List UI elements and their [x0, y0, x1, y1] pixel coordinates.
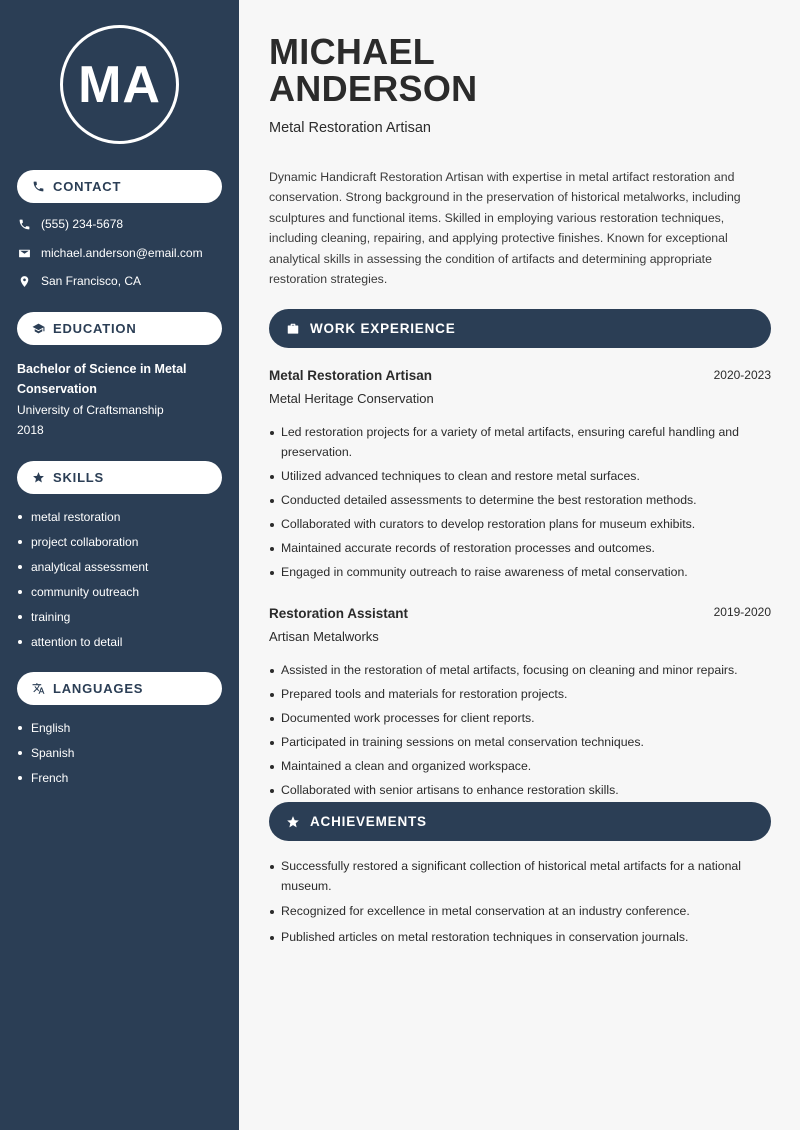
- graduation-cap-icon: [31, 322, 45, 336]
- achievements-heading: [269, 802, 771, 841]
- job-bullets: [269, 661, 771, 805]
- job-bullet: Maintained a clean and organized workspace.: [269, 757, 771, 777]
- job-dates: 2020-2023: [713, 368, 771, 382]
- star-icon: [285, 814, 301, 830]
- education-heading: [17, 312, 222, 345]
- work-experience-heading: [269, 309, 771, 348]
- skill-item: metal restoration: [17, 504, 148, 529]
- education-heading-label: EDUCATION: [53, 321, 137, 336]
- contact-phone-text: (555) 234-5678: [41, 217, 124, 231]
- skill-item: project collaboration: [17, 529, 148, 554]
- profile-summary: Dynamic Handicraft Restoration Artisan with expertise in metal artifact restoration and conservation. Strong background in the preservation of historical metalworks, including sculptures and functional items. Skilled in employing various restoration techniques, including cleaning, repairing, and applying protective finishes. Known for exceptional analytical skills in assessing the condition of artifacts and determining appropriate restoration strategies.: [269, 170, 741, 287]
- achievement-item: Published articles on metal restoration techniques in conservation journals.: [269, 928, 771, 948]
- name-line-last: ANDERSON: [269, 68, 478, 109]
- job-bullet: Maintained accurate records of restoration processes and outcomes.: [269, 539, 771, 559]
- name-line-first: MICHAEL: [269, 31, 436, 72]
- language-item: French: [17, 765, 74, 790]
- star-icon: [31, 471, 45, 485]
- job-title: Metal Restoration Artisan: [269, 368, 433, 383]
- candidate-name: [269, 33, 477, 107]
- job-bullet: Led restoration projects for a variety of metal artifacts, ensuring careful handling and preservation.: [269, 423, 771, 462]
- language-item: English: [17, 715, 74, 740]
- job-title: Restoration Assistant: [269, 606, 409, 621]
- achievement-item: Recognized for excellence in metal conservation at an industry conference.: [269, 902, 771, 922]
- job-company: Metal Heritage Conservation: [269, 391, 434, 406]
- candidate-role: Metal Restoration Artisan: [269, 120, 431, 136]
- location-pin-icon: [17, 274, 31, 288]
- phone-icon: [17, 217, 31, 231]
- job-bullet: Prepared tools and materials for restoration projects.: [269, 685, 771, 705]
- contact-email[interactable]: [17, 246, 203, 260]
- briefcase-icon: [285, 321, 301, 337]
- job-bullet: Documented work processes for client reports.: [269, 709, 771, 729]
- languages-list: [17, 715, 74, 790]
- job-bullet: Collaborated with senior artisans to enhance restoration skills.: [269, 781, 771, 801]
- job-bullet: Conducted detailed assessments to determine the best restoration methods.: [269, 491, 771, 511]
- contact-location: [17, 274, 141, 288]
- translate-icon: [31, 682, 45, 696]
- work-experience-heading-label: WORK EXPERIENCE: [310, 321, 456, 336]
- language-item: Spanish: [17, 740, 74, 765]
- phone-icon: [31, 180, 45, 194]
- achievement-item: Successfully restored a significant collection of historical metal artifacts for a national museum.: [269, 857, 771, 896]
- education-year: 2018: [17, 423, 44, 437]
- job-company: Artisan Metalworks: [269, 629, 379, 644]
- mail-icon: [17, 246, 31, 260]
- contact-heading-label: CONTACT: [53, 179, 122, 194]
- education-school: University of Craftsmanship: [17, 403, 164, 417]
- skills-heading-label: SKILLS: [53, 470, 105, 485]
- languages-heading-label: LANGUAGES: [53, 681, 144, 696]
- job-bullet: Collaborated with curators to develop restoration plans for museum exhibits.: [269, 515, 771, 535]
- skills-heading: [17, 461, 222, 494]
- job-bullet: Utilized advanced techniques to clean and restore metal surfaces.: [269, 467, 771, 487]
- job-bullet: Participated in training sessions on metal conservation techniques.: [269, 733, 771, 753]
- job-bullet: Engaged in community outreach to raise awareness of metal conservation.: [269, 563, 771, 583]
- job-bullet: Assisted in the restoration of metal artifacts, focusing on cleaning and minor repairs.: [269, 661, 771, 681]
- sidebar: [0, 0, 239, 1130]
- contact-heading: [17, 170, 222, 203]
- achievements-list: [269, 857, 771, 952]
- skills-list: [17, 504, 148, 654]
- achievements-heading-label: ACHIEVEMENTS: [310, 814, 427, 829]
- job-bullets: [269, 423, 771, 587]
- contact-phone[interactable]: [17, 217, 123, 231]
- languages-heading: [17, 672, 222, 705]
- skill-item: community outreach: [17, 579, 148, 604]
- education-degree: Bachelor of Science in Metal Conservation: [17, 362, 187, 396]
- job-dates: 2019-2020: [713, 605, 771, 619]
- skill-item: attention to detail: [17, 629, 148, 654]
- skill-item: analytical assessment: [17, 554, 148, 579]
- monogram-avatar: MA: [60, 25, 179, 144]
- contact-location-text: San Francisco, CA: [41, 274, 142, 288]
- contact-email-text: michael.anderson@email.com: [41, 246, 203, 260]
- skill-item: training: [17, 604, 148, 629]
